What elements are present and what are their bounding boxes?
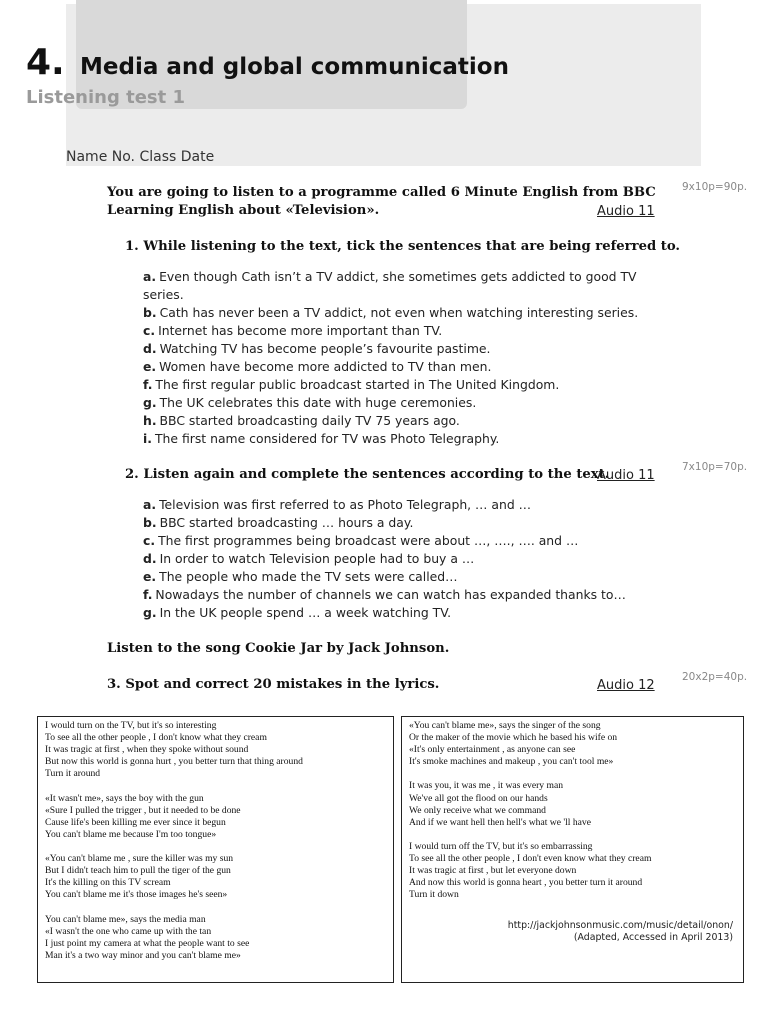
item-letter: g. <box>143 605 157 620</box>
lyric-line: «You can't blame me», says the singer of the song <box>409 720 601 731</box>
item-text: Nowadays the number of channels we can watch has expanded thanks to… <box>155 587 626 602</box>
item-letter: d. <box>143 551 157 566</box>
lyric-line: I just point my camera at what the people want to see <box>45 937 250 949</box>
list-item <box>143 430 663 448</box>
student-info-row: Name No. Class Date <box>66 149 215 165</box>
lyric-line: Or the maker of the movie which he based his wife on <box>409 732 618 744</box>
item-text: Even though Cath isn’t a TV addict, she sometimes gets addicted to good TV series. <box>143 269 637 302</box>
lyric-line: It was tragic at first , when they spoke without sound <box>45 744 249 756</box>
lyrics-source <box>508 920 733 944</box>
item-text: Watching TV has become people’s favourite pastime. <box>159 341 491 356</box>
lyrics-box-left <box>37 716 394 983</box>
item-letter: a. <box>143 269 157 284</box>
lyric-line: To see all the other people , I don't even know what they cream <box>409 853 652 865</box>
lyric-line: And now this world is gonna heart , you better turn it around <box>409 877 643 889</box>
question-3-heading: 3. Spot and correct 20 mistakes in the lyrics. <box>107 677 440 692</box>
list-item <box>143 376 663 394</box>
lyric-line: It was tragic at first , but let everyone down <box>409 865 577 877</box>
lyric-line: You can't blame me it's those images he's seen» <box>45 889 228 901</box>
question-1-heading: 1. While listening to the text, tick the sentences that are being referred to. <box>125 239 681 254</box>
item-letter: e. <box>143 359 157 374</box>
lyric-line: I would turn on the TV, but it's so interesting <box>45 720 217 731</box>
item-text: Internet has become more important than TV. <box>158 323 443 338</box>
item-letter: c. <box>143 533 156 548</box>
lyric-line: But I didn't teach him to pull the tiger of the gun <box>45 865 231 877</box>
item-letter: g. <box>143 395 157 410</box>
item-text: The people who made the TV sets were called… <box>159 569 458 584</box>
item-text: The first regular public broadcast started in The United Kingdom. <box>155 377 560 392</box>
item-letter: b. <box>143 305 157 320</box>
item-text: In the UK people spend … a week watching TV. <box>159 605 452 620</box>
unit-number: 4. <box>26 42 65 83</box>
lyric-line: «You can't blame me , sure the killer was my sun <box>45 853 234 865</box>
song-instruction: Listen to the song Cookie Jar by Jack Johnson. <box>107 641 450 656</box>
audio-label-q2: Audio 11 <box>597 468 655 483</box>
list-item <box>143 586 663 604</box>
list-item <box>143 340 663 358</box>
list-item <box>143 514 663 532</box>
item-letter: b. <box>143 515 157 530</box>
list-item <box>143 358 663 376</box>
item-text: The first programmes being broadcast were about …, …., …. and … <box>158 533 579 548</box>
lyric-line <box>409 829 743 841</box>
lyric-line: And if we want hell then hell's what we 'll have <box>409 816 591 828</box>
lyric-line: It's smoke machines and makeup , you can't tool me» <box>409 756 614 768</box>
item-text: BBC started broadcasting daily TV 75 years ago. <box>159 413 460 428</box>
list-item <box>143 550 663 568</box>
item-text: Television was first referred to as Photo Telegraph, … and … <box>159 497 532 512</box>
lyric-line: You can't blame me», says the media man <box>45 913 206 925</box>
list-item <box>143 412 663 430</box>
item-letter: a. <box>143 497 157 512</box>
list-item <box>143 568 663 586</box>
lyric-line <box>45 780 393 792</box>
item-letter: e. <box>143 569 157 584</box>
page-subtitle: Listening test 1 <box>26 87 186 108</box>
list-item <box>143 322 663 340</box>
lyric-line: It was you, it was me , it was every man <box>409 780 563 792</box>
question-2-heading: 2. Listen again and complete the sentences according to the text. <box>125 467 610 482</box>
lyric-line: «I wasn't the one who came up with the tan <box>45 925 212 937</box>
item-text: The UK celebrates this date with huge ceremonies. <box>159 395 477 410</box>
list-item <box>143 496 663 514</box>
item-text: Cath has never been a TV addict, not even when watching interesting series. <box>159 305 639 320</box>
list-item <box>143 394 663 412</box>
source-note: (Adapted, Accessed in April 2013) <box>573 932 733 943</box>
item-text: In order to watch Television people had to buy a … <box>159 551 475 566</box>
lyric-line <box>45 901 393 913</box>
lyrics-box-right <box>401 716 744 983</box>
item-text: The first name considered for TV was Photo Telegraphy. <box>154 431 500 446</box>
source-url: http://jackjohnsonmusic.com/music/detail/onon/ <box>507 920 733 931</box>
audio-label-intro: Audio 11 <box>597 204 655 219</box>
question-2-list <box>143 496 663 622</box>
audio-label-q3: Audio 12 <box>597 678 655 693</box>
item-letter: f. <box>143 587 153 602</box>
item-letter: d. <box>143 341 157 356</box>
lyric-line: Man it's a two way minor and you can't blame me» <box>45 949 241 961</box>
item-letter: c. <box>143 323 156 338</box>
item-text: Women have become more addicted to TV than men. <box>159 359 492 374</box>
lyric-line: But now this world is gonna hurt , you better turn that thing around <box>45 756 303 768</box>
score-q2: 7x10p=70p. <box>682 461 748 473</box>
lyrics-left-lines <box>38 717 393 962</box>
lyric-line: «Sure I pulled the trigger , but it needed to be done <box>45 804 241 816</box>
list-item <box>143 604 663 622</box>
list-item <box>143 268 663 304</box>
lyric-line: «It's only entertainment , as anyone can see <box>409 744 576 756</box>
lyric-line: To see all the other people , I don't know what they cream <box>45 732 267 744</box>
lyrics-right-lines <box>402 717 743 901</box>
list-item <box>143 532 663 550</box>
lyric-line <box>45 841 393 853</box>
lyric-line: We only receive what we command <box>409 804 546 816</box>
score-q1: 9x10p=90p. <box>682 181 748 193</box>
lyric-line: Turn it around <box>45 768 101 780</box>
list-item <box>143 304 663 322</box>
lyric-line: We've all got the flood on our hands <box>409 792 548 804</box>
item-text: BBC started broadcasting … hours a day. <box>159 515 414 530</box>
lyric-line: Cause life's been killing me ever since it begun <box>45 816 226 828</box>
score-q3: 20x2p=40p. <box>682 671 748 683</box>
item-letter: i. <box>143 431 152 446</box>
page-title: Media and global communication <box>80 54 509 80</box>
item-letter: h. <box>143 413 157 428</box>
lyric-line: You can't blame me because I'm too tongue» <box>45 828 217 840</box>
lyric-line: «It wasn't me», says the boy with the gun <box>45 792 204 804</box>
question-1-list <box>143 268 663 448</box>
intro-text: You are going to listen to a programme called 6 Minute English from BBC Learning English about «Television». <box>107 185 656 218</box>
lyric-line: It's the killing on this TV scream <box>45 877 171 889</box>
item-letter: f. <box>143 377 153 392</box>
lyric-line: Turn it down <box>409 889 459 901</box>
lyric-line <box>409 768 743 780</box>
lyric-line: I would turn off the TV, but it's so embarrassing <box>409 840 593 852</box>
